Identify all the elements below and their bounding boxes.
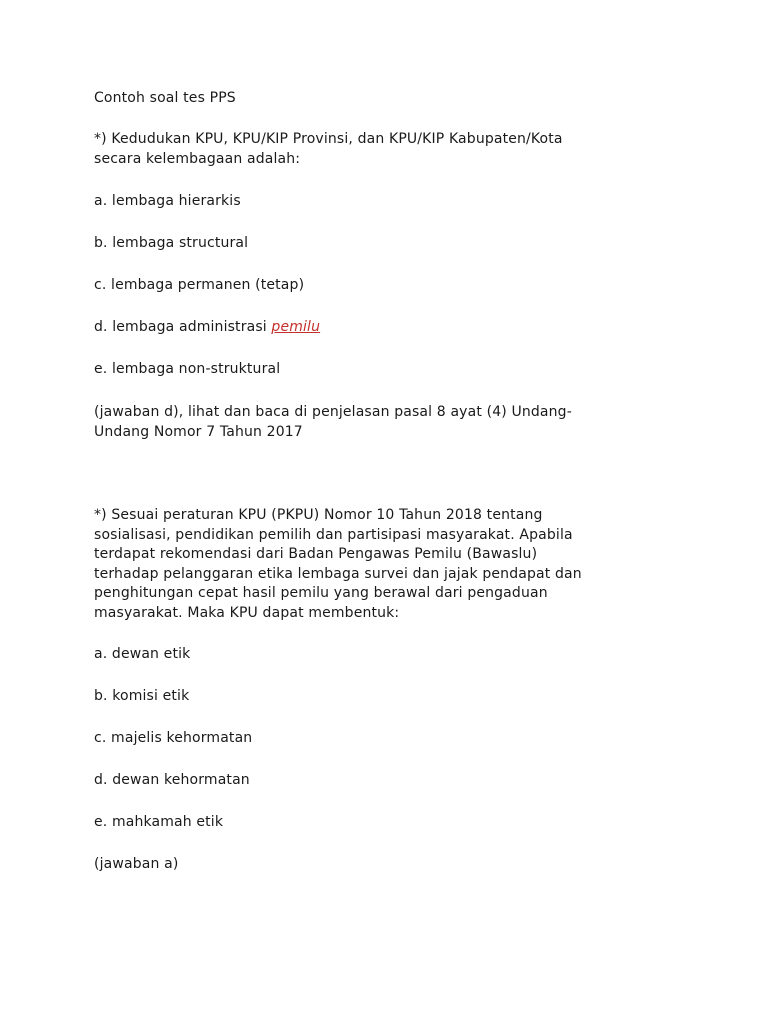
question-1-option-d — [94, 318, 674, 338]
question-1-answer — [94, 403, 674, 442]
option-text — [94, 318, 674, 338]
option-text: b. komisi etik — [94, 688, 190, 704]
answer-line: (jawaban d), lihat dan baca di penjelasan pasal 8 ayat (4) Undang- — [94, 404, 572, 420]
pemilu-link[interactable]: pemilu — [271, 319, 321, 335]
question-2-option-a — [94, 645, 674, 665]
question-2-line: terdapat rekomendasi dari Badan Pengawas Pemilu (Bawaslu) — [94, 546, 538, 562]
option-text: a. lembaga hierarkis — [94, 193, 241, 209]
option-text: e. mahkamah etik — [94, 814, 224, 830]
answer-line: Undang Nomor 7 Tahun 2017 — [94, 423, 303, 440]
document-title — [94, 89, 674, 109]
question-2-line: terhadap pelanggaran etika lembaga survei dan jajak pendapat dan — [94, 565, 582, 582]
question-2-line: penghitungan cepat hasil pemilu yang berawal dari pengaduan — [94, 585, 548, 601]
question-2-option-d — [94, 771, 674, 791]
question-2-text — [94, 506, 674, 623]
question-1-option-e — [94, 360, 674, 380]
question-2-line: *) Sesuai peraturan KPU (PKPU) Nomor 10 Tahun 2018 tentang — [94, 507, 543, 523]
answer-line: (jawaban a) — [94, 856, 179, 872]
option-d-prefix: d. lembaga administrasi — [94, 319, 272, 335]
question-2-option-b — [94, 687, 674, 707]
question-2-line: masyarakat. Maka KPU dapat membentuk: — [94, 604, 400, 621]
question-1-line: secara kelembagaan adalah: — [94, 150, 301, 167]
question-2-line: sosialisasi, pendidikan pemilih dan partisipasi masyarakat. Apabila — [94, 526, 573, 543]
question-2-answer — [94, 855, 674, 875]
option-text: d. dewan kehormatan — [94, 772, 250, 788]
question-2-option-c — [94, 729, 674, 749]
option-text: c. lembaga permanen (tetap) — [94, 277, 305, 293]
question-2-option-e — [94, 813, 674, 833]
option-text: a. dewan etik — [94, 646, 191, 662]
option-text: b. lembaga structural — [94, 235, 249, 251]
question-1-line: *) Kedudukan KPU, KPU/KIP Provinsi, dan KPU/KIP Kabupaten/Kota — [94, 131, 563, 147]
question-1-option-b — [94, 234, 674, 254]
question-1-text — [94, 130, 674, 169]
title-text: Contoh soal tes PPS — [94, 90, 236, 106]
option-text: c. majelis kehormatan — [94, 730, 253, 746]
question-1-option-c — [94, 276, 674, 296]
question-1-option-a — [94, 192, 674, 212]
option-text: e. lembaga non-struktural — [94, 361, 281, 377]
